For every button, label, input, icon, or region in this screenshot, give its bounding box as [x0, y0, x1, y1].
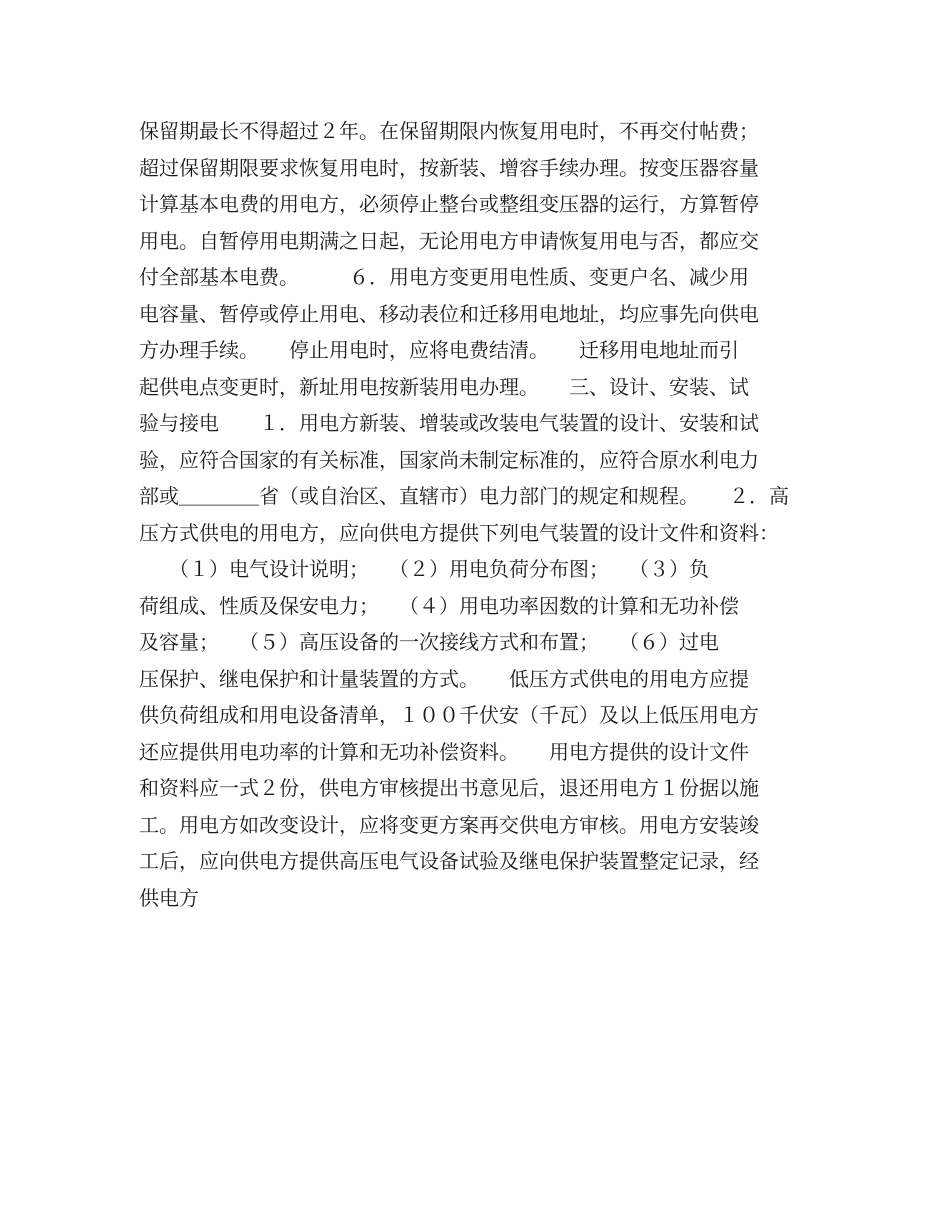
text-line: （１）电气设计说明； （２）用电负荷分布图； （３）负 — [139, 557, 709, 581]
text-line: 起供电点变更时，新址用电按新装用电办理。 三、设计、安装、试 — [139, 374, 749, 399]
text-line: 和资料应一式２份，供电方审核提出书意见后，退还用电方１份据以施 — [139, 776, 759, 800]
text-line: 工。用电方如改变设计，应将变更方案再交供电方审核。用电方安装竣 — [139, 812, 759, 837]
text-line: 工后，应向供电方提供高压电气设备试验及继电保护装置整定记录，经 — [139, 849, 759, 873]
text-line: 验，应符合国家的有关标准，国家尚未制定标准的，应符合原水利电力 — [139, 447, 759, 472]
body-text — [139, 113, 819, 916]
text-line: 还应提供用电功率的计算和无功补偿资料。 用电方提供的设计文件 — [139, 739, 749, 764]
text-line: 及容量； （５）高压设备的一次接线方式和布置； （６）过电 — [139, 630, 719, 654]
text-line: 电容量、暂停或停止用电、移动表位和迁移用电地址，均应事先向供电 — [139, 301, 759, 326]
text-line: 计算基本电费的用电方，必须停止整台或整组变压器的运行，方算暂停 — [139, 192, 759, 216]
text-line: 验与接电 １．用电方新装、增装或改装电气装置的设计、安装和试 — [139, 411, 759, 435]
text-line: 压方式供电的用电方，应向供电方提供下列电气装置的设计文件和资料： — [139, 520, 779, 545]
text-line: 用电。自暂停用电期满之日起，无论用电方申请恢复用电与否，都应交 — [139, 228, 759, 253]
text-line: 供电方 — [139, 885, 199, 910]
text-line: 压保护、继电保护和计量装置的方式。 低压方式供电的用电方应提 — [139, 666, 749, 691]
text-line: 付全部基本电费。 ６．用电方变更用电性质、变更户名、减少用 — [139, 265, 749, 289]
text-line: 保留期最长不得超过２年。在保留期限内恢复用电时，不再交付帖费； — [139, 119, 759, 143]
text-line: 荷组成、性质及保安电力； （４）用电功率因数的计算和无功补偿 — [139, 593, 739, 618]
text-line: 方办理手续。 停止用电时，应将电费结清。 迁移用电地址而引 — [139, 338, 739, 362]
text-line: 部或＿＿＿＿省（或自治区、直辖市）电力部门的规定和规程。 ２．高 — [139, 484, 789, 508]
text-line: 超过保留期限要求恢复用电时，按新装、增容手续办理。按变压器容量 — [139, 155, 759, 180]
text-line: 供负荷组成和用电设备清单，１００千伏安（千瓦）及以上低压用电方 — [139, 703, 759, 727]
